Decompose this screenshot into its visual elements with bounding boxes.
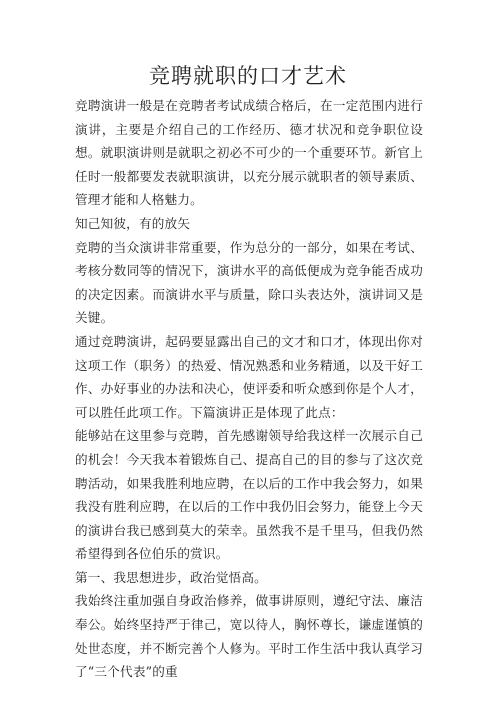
document-body bbox=[75, 94, 423, 684]
page-title: 竞聘就职的口才艺术 bbox=[149, 64, 347, 88]
section-heading-first-point: 第一、我思想进步，政治觉悟高。 bbox=[75, 569, 267, 585]
paragraph-importance: 竞聘的当众演讲非常重要，作为总分的一部分，如果在考试、考核分数同等的情况下，演讲水平的高低便成为竞争能否成功的决定因素。而演讲水平与质量，除口头表达外，演讲词又是关键。 bbox=[75, 239, 423, 326]
paragraph-purpose: 通过竞聘演讲，起码要显露出自己的文才和口才，体现出你对这项工作（职务）的热爱、情况熟悉和业务精通，以及干好工作、办好事业的办法和决心，使评委和听众感到你是个人才，可以胜任此项工作。下篇演讲正是体现了此点： bbox=[75, 333, 423, 420]
paragraph-political-cultivation: 我始终注重加强自身政治修养，做事讲原则，遵纪守法、廉洁奉公。始终坚持严于律己，宽以待人，胸怀尊长，谦虚谨慎的处世态度，并不断完善个人修为。平时工作生活中我认真学习了“三个代表”的重 bbox=[75, 593, 423, 680]
paragraph-intro: 竞聘演讲一般是在竞聘者考试成绩合格后，在一定范围内进行演讲，主要是介绍自己的工作经历、德才状况和竞争职位设想。就职演讲则是就职之初必不可少的一个重要环节。新官上任时一般都要发表就职演讲，以充分展示就职者的领导素质、管理才能和人格魅力。 bbox=[75, 98, 423, 208]
paragraph-example-speech: 能够站在这里参与竞聘，首先感谢领导给我这样一次展示自己的机会！今天我本着锻炼自己、提高自己的目的参与了这次竞聘活动，如果我胜利地应聘，在以后的工作中我会努力，如果我没有胜利应聘，在以后的工作中我仍旧会努力，能登上今天的演讲台我已感到莫大的荣幸。虽然我不是千里马，但我仍然希望得到各位伯乐的赏识。 bbox=[75, 428, 423, 562]
section-heading-know-yourself: 知己知彼，有的放矢 bbox=[75, 215, 191, 231]
